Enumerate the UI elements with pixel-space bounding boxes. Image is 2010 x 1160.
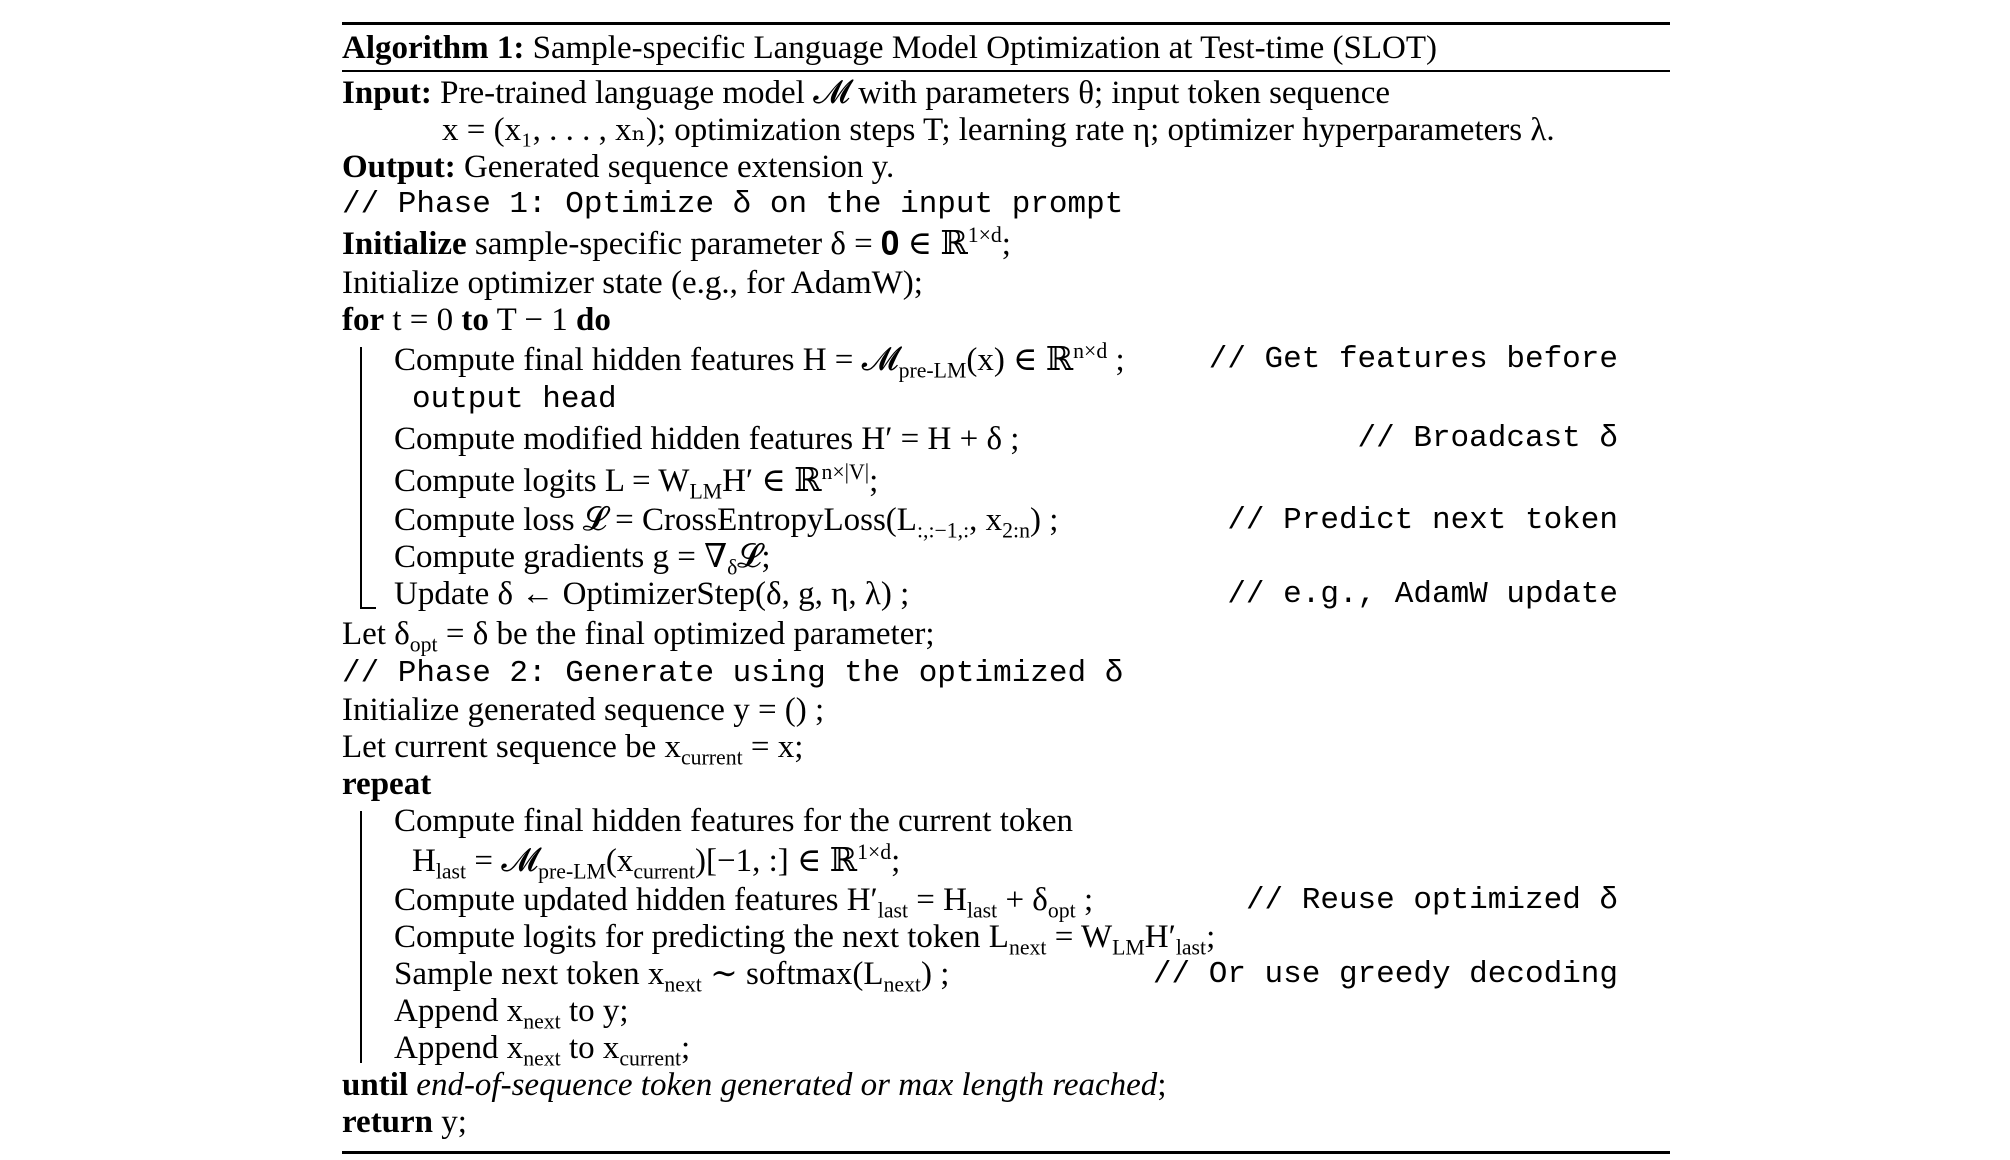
loop-tail: + δ [997, 882, 1048, 918]
loop-sub: last [877, 898, 908, 923]
loop-text: H [412, 843, 436, 879]
loop-line-gradients [394, 539, 1670, 580]
loop-comment: // Predict next token [1227, 503, 1618, 538]
loop-sub: LM [1112, 935, 1145, 960]
loop-comment: // e.g., AdamW update [1227, 577, 1618, 612]
for-expr: t = 0 [392, 302, 454, 338]
let-tail: = δ be the final optimized parameter; [437, 616, 935, 652]
algorithm-body [342, 72, 1670, 1141]
loop-end: ; [1075, 882, 1094, 918]
repeat-line-sample [394, 956, 1670, 997]
loop-sub: next [664, 972, 702, 997]
do-keyword: do [576, 302, 611, 338]
loop-comment: // Or use greedy decoding [1152, 957, 1618, 992]
let-cur-tail: = x; [742, 729, 804, 765]
init-optimizer-line: Initialize optimizer state (e.g., for AdamW); [342, 265, 923, 301]
loop-sub: last [1175, 935, 1207, 960]
loop-end: ; [1107, 342, 1125, 378]
repeat-line-updated [394, 882, 1670, 923]
until-keyword: until [342, 1067, 409, 1103]
loop-comment: // Get features before [1208, 342, 1618, 377]
loop-line-continuation: output head [412, 382, 617, 417]
init-keyword: Initialize [342, 226, 467, 262]
for-line [342, 302, 1670, 339]
let-delta-opt-line [342, 613, 1670, 655]
init-sup: 1×d [967, 223, 1002, 247]
loop-sub: pre-LM [538, 859, 606, 884]
loop-text: Sample next token x [394, 956, 665, 992]
loop-sub: last [966, 898, 998, 923]
algorithm-caption [342, 25, 1670, 70]
return-text: y; [441, 1104, 467, 1140]
loop-line-features [394, 339, 1670, 381]
algorithm-block [342, 22, 1670, 1154]
loop-tail: H′ [1144, 919, 1176, 955]
init-text: sample-specific parameter δ = 𝟎 ∈ ℝ [474, 226, 968, 262]
phase2-comment: // Phase 2: Generate using the optimized δ [342, 656, 1124, 691]
until-text: end-of-sequence token generated or max length reached [416, 1067, 1158, 1103]
loop-sub: current [633, 859, 695, 884]
repeat-line-compute: Compute final hidden features for the current token [394, 803, 1074, 839]
let-cur-sub: current [681, 745, 743, 770]
loop-end: ; [1206, 919, 1216, 955]
return-keyword: return [342, 1104, 434, 1140]
for-loop-body [342, 339, 1670, 613]
loop-text: Compute loss 𝓛 = CrossEntropyLoss(L [394, 502, 917, 538]
loop-text: Compute gradients g = ∇ [394, 539, 728, 575]
caption-title: Sample-specific Language Model Optimization at Test-time (SLOT) [532, 30, 1437, 66]
input-line-2 [342, 112, 1670, 149]
loop-line-logits [394, 460, 1670, 502]
loop-sub: next [883, 972, 921, 997]
caption-label: Algorithm 1: [342, 30, 525, 66]
loop-sup: 1×d [857, 840, 892, 864]
loop-tail: = 𝓜 [466, 843, 539, 879]
let-sub: opt [409, 632, 438, 657]
loop-sub: next [523, 1009, 561, 1034]
init-generated-line: Initialize generated sequence y = () ; [342, 692, 825, 728]
loop-sub: current [619, 1046, 682, 1071]
loop-text: Compute logits for predicting the next token L [394, 919, 1009, 955]
repeat-line: repeat [342, 766, 432, 802]
repeat-loop-body [342, 803, 1670, 1071]
output-text: Generated sequence extension y. [463, 149, 895, 185]
loop-end: ; [869, 463, 879, 499]
input-text-1: Pre-trained language model 𝓜 with parameters θ; input token sequence [440, 75, 1391, 111]
loop-end: ) ; [920, 956, 950, 992]
loop-end: ; [681, 1030, 691, 1066]
repeat-line-append-x [394, 1030, 1670, 1071]
return-line [342, 1104, 1670, 1141]
phase1-comment: // Phase 1: Optimize δ on the input prompt [342, 187, 1124, 222]
loop-text: Compute updated hidden features H′ [394, 882, 878, 918]
loop-text: Compute modified hidden features H′ = H + δ ; [394, 421, 1020, 457]
loop-tail: ∼ softmax(L [701, 956, 884, 992]
repeat-line-logits [394, 919, 1670, 960]
loop-tail: H′ ∈ ℝ [722, 463, 822, 499]
to-keyword: to [461, 302, 489, 338]
loop-sub: δ [727, 555, 738, 580]
for-loop-bar [360, 347, 362, 609]
input-text-2: x = (x₁, . . . , xₙ); optimization steps T; learning rate η; optimizer hyperparameters λ. [442, 112, 1555, 148]
loop-line-modified [394, 418, 1670, 460]
loop-text: Compute final hidden features H = 𝓜 [394, 342, 899, 378]
loop-tail: (x) ∈ ℝ [966, 342, 1074, 378]
loop-text: Append x [394, 1030, 524, 1066]
repeat-line-hlast [394, 840, 1670, 882]
input-line [342, 75, 1670, 112]
loop-sub: next [523, 1046, 561, 1071]
loop-tail: = H [908, 882, 967, 918]
loop-tail: = W [1046, 919, 1113, 955]
loop-comment: // Reuse optimized δ [1245, 883, 1618, 918]
output-line [342, 149, 1670, 186]
loop-text: Append x [394, 993, 524, 1029]
loop-sub: LM [689, 479, 723, 504]
loop-sub: opt [1047, 898, 1076, 923]
loop-sub: last [435, 859, 467, 884]
loop-sup: n×|V| [821, 460, 870, 484]
input-label: Input: [342, 75, 432, 111]
loop-tail: to x [560, 1030, 620, 1066]
repeat-loop-bar [360, 811, 362, 1063]
for-keyword: for [342, 302, 385, 338]
output-label: Output: [342, 149, 456, 185]
loop-tail: , x [969, 502, 1003, 538]
loop-sub: :,:−1,: [916, 518, 970, 543]
loop-line-update [394, 576, 1670, 613]
loop-tail: )[−1, :] ∈ ℝ [695, 843, 858, 879]
let-text: Let δ [342, 616, 410, 652]
for-end: T − 1 [496, 302, 568, 338]
loop-sup: n×d [1073, 339, 1108, 363]
loop-line-loss [394, 502, 1670, 543]
loop-sub: 2:n [1002, 518, 1030, 543]
until-tail: ; [1157, 1067, 1167, 1103]
loop-end: ) ; [1029, 502, 1059, 538]
init-tail: ; [1001, 226, 1011, 262]
loop-text: Compute logits L = W [394, 463, 690, 499]
loop-sub: next [1008, 935, 1047, 960]
loop-comment: // Broadcast δ [1357, 421, 1618, 456]
init-delta-line [342, 223, 1670, 265]
repeat-line-append-y [394, 993, 1670, 1034]
loop-tail: to y; [560, 993, 629, 1029]
loop-end: ; [891, 843, 901, 879]
loop-text: Update δ ← OptimizerStep(δ, g, η, λ) ; [394, 576, 910, 612]
loop-sub: pre-LM [898, 358, 967, 383]
loop-tail: (x [605, 843, 634, 879]
let-current-line [342, 729, 1670, 770]
loop-tail: 𝓛; [737, 539, 771, 575]
let-cur-text: Let current sequence be x [342, 729, 681, 765]
bottom-rule [342, 1151, 1670, 1154]
until-line [342, 1067, 1670, 1104]
